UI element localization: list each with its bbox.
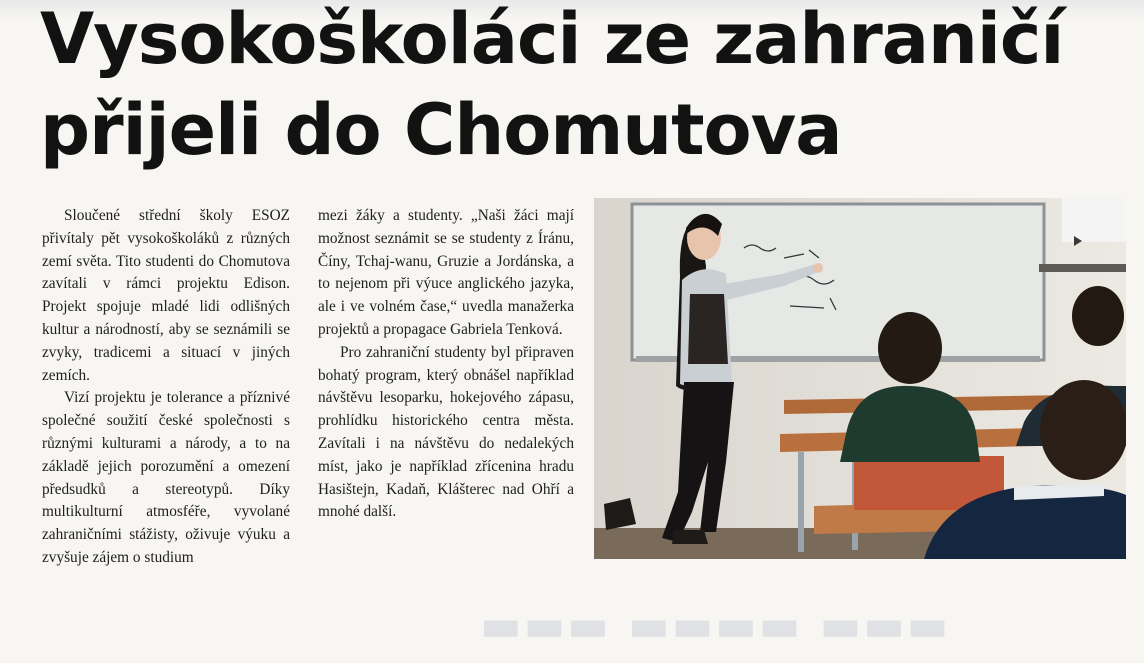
classroom-photo [594, 198, 1126, 559]
rail [1039, 264, 1126, 272]
article-column-2 [318, 205, 574, 524]
headline-line-2: přijeli do Chomutova [40, 89, 842, 171]
column-2-paragraph-1: mezi žáky a studenty. „Naši žáci mají možnost seznámit se se studenty z Íránu, Číny, Tchaj-wanu, Gruzie a Jordánska, a to nejenom při výuce anglického jazyka, ale i ve volném čase,“ uvedla manažerka projektů a propagace Gabriela Tenková. [318, 207, 574, 338]
projector-screen [1062, 198, 1126, 242]
faded-next-headline: ▬▬▬ ▬▬▬▬ ▬▬▬ [480, 600, 951, 651]
article-headline [40, 0, 1100, 176]
headline-line-1: Vysokoškoláci ze zahraničí [40, 0, 1064, 80]
column-1-paragraph-1: Sloučené střední školy ESOZ přivítaly pět vysokoškoláků z různých zemí světa. Tito studenti do Chomutova zavítali v rámci projektu Edison. Projekt spojuje mladé lidi odlišných kultur a národností, aby se seznámili se zvyky, tradicemi a situací v jiných zemích. [42, 207, 290, 384]
article-column-1 [42, 205, 290, 570]
column-1-paragraph-2: Vizí projektu je tolerance a příznivé společné soužití české společnosti s různými kulturami a národy, a to na základě jejich porozumění a omezení předsudků a stereotypů. Díky multikulturní atmosféře, vyvolané zahraničními stážisty, oživuje výuku a zvyšuje zájem o studium [42, 389, 290, 566]
classroom-illustration [594, 198, 1126, 559]
column-2-paragraph-2: Pro zahraniční studenty byl připraven bohatý program, který obnášel například návštěvu lesoparku, hokejového zápasu, prohlídku historického centra města. Zavítali i na návštěvu do nedalekých míst, jako je například zřícenina hradu Hasištejn, Kadaň, Klášterec nad Ohří a mnohé další. [318, 343, 574, 521]
